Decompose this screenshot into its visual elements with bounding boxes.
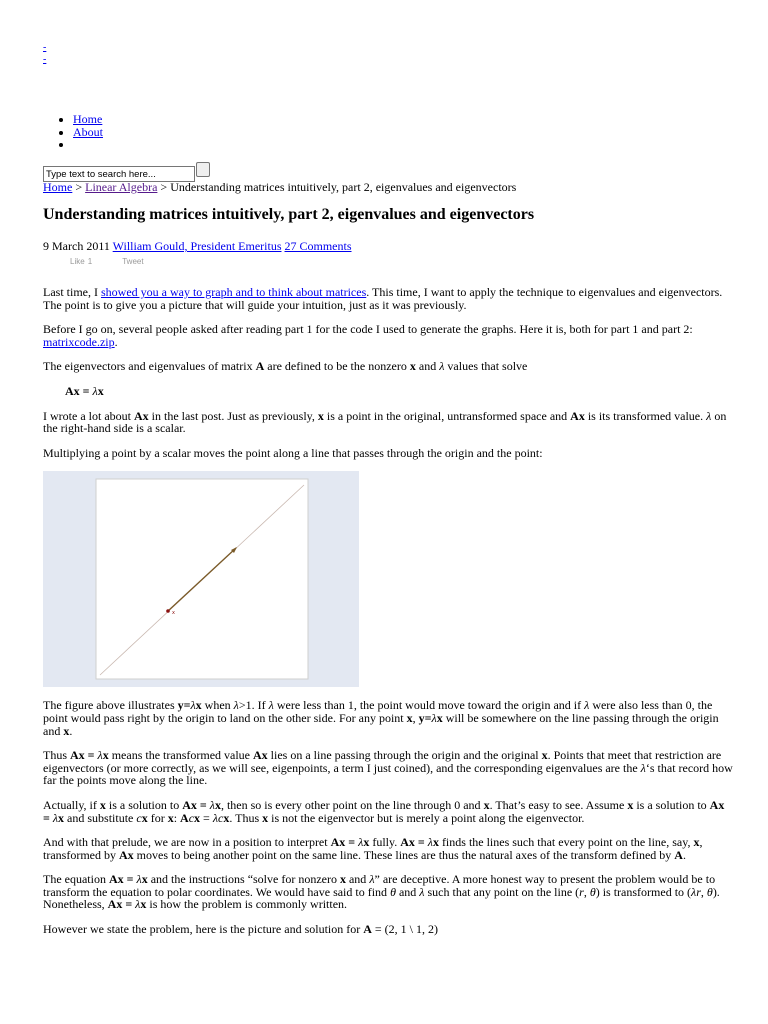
- breadcrumb-sep: >: [157, 180, 171, 194]
- top-links: [43, 42, 46, 66]
- math: λ: [135, 897, 141, 912]
- text: is how the problem is commonly written.: [146, 897, 348, 912]
- math: λ: [706, 408, 712, 423]
- math: x: [627, 797, 634, 812]
- math: A: [674, 847, 683, 862]
- math: =: [183, 698, 191, 713]
- math: x: [432, 835, 439, 850]
- math: Ax: [70, 748, 85, 763]
- math: x: [167, 810, 174, 825]
- math: λ: [52, 810, 59, 825]
- text: is not the eigenvector but is merely a point along the eigenvector.: [268, 810, 585, 825]
- text: are defined to be the nonzero: [264, 359, 410, 374]
- paragraph: [43, 873, 733, 911]
- text: Actually, if: [43, 797, 100, 812]
- math: x: [141, 872, 148, 887]
- math: A: [255, 359, 265, 374]
- math: λ: [439, 359, 445, 374]
- breadcrumb-sep: >: [72, 180, 86, 194]
- math: λ: [640, 760, 646, 775]
- breadcrumb-category[interactable]: Linear Algebra: [85, 180, 158, 194]
- math: x: [140, 897, 147, 912]
- math: x: [409, 359, 416, 374]
- math: x: [194, 810, 201, 825]
- breadcrumb-current: Understanding matrices intuitively, part 2, eigenvalues and eigenvectors: [170, 180, 517, 194]
- paragraph: [43, 836, 733, 861]
- text: .: [682, 847, 686, 862]
- text: ) is transformed to (: [595, 884, 692, 899]
- text: values that solve: [444, 359, 528, 374]
- math: r: [579, 884, 584, 899]
- math: Ax: [133, 408, 149, 423]
- paragraph: [43, 286, 733, 311]
- text: means the transformed value: [108, 748, 253, 763]
- text: .: [114, 334, 118, 349]
- math: λ: [212, 810, 219, 825]
- math: Ax: [709, 797, 725, 812]
- text: .: [69, 723, 73, 738]
- nav-item-empty: [73, 138, 103, 151]
- main-nav: [43, 113, 103, 151]
- text: were also less than 0, the point would pass right by the origin to land on the other side. For any point: [43, 698, 713, 725]
- text: >1. If: [238, 698, 269, 713]
- text: = (2, 1 \ 1, 2): [371, 922, 438, 937]
- math: =: [345, 835, 359, 850]
- text: Before I go on, several people asked after reading part 1 for the code I used to generate the graphs. Here it is, both for part 1 and part 2:: [43, 322, 693, 337]
- math: Ax: [330, 835, 346, 850]
- math: A: [363, 922, 372, 937]
- top-link-1[interactable]: -: [43, 42, 47, 53]
- text: :: [173, 810, 181, 825]
- math: x: [214, 797, 221, 812]
- math: =: [196, 797, 210, 812]
- part1-link[interactable]: showed you a way to graph and to think about matrices: [100, 285, 367, 299]
- text: =: [200, 810, 213, 825]
- math: x: [406, 710, 413, 725]
- text: I wrote a lot about: [43, 408, 134, 423]
- paragraph: [43, 360, 733, 373]
- like-count: 1: [87, 257, 93, 266]
- text: is a solution to: [633, 797, 710, 812]
- text: were less than 1, the point would move toward the origin and if: [273, 698, 585, 713]
- text: is its transformed value.: [584, 408, 707, 423]
- breadcrumb: [43, 180, 516, 195]
- text: ,: [412, 710, 419, 725]
- math: Ax: [108, 872, 124, 887]
- text: and: [395, 884, 420, 899]
- math: Ax: [400, 835, 415, 850]
- text: is a point in the original, untransformed space and: [323, 408, 571, 423]
- math: c: [188, 810, 195, 825]
- paragraph: [43, 923, 733, 936]
- text: moves to being another point on the same line. These lines are thus the natural axes of the transform defined by: [133, 847, 675, 862]
- math: x: [195, 698, 202, 713]
- point-x: [166, 610, 170, 614]
- paragraph: [43, 799, 733, 824]
- math: =: [79, 383, 93, 398]
- math: =: [122, 897, 136, 912]
- math: Ax: [570, 408, 585, 423]
- paragraph: [43, 699, 733, 737]
- text: such that any point on the line (: [424, 884, 580, 899]
- text: for: [147, 810, 168, 825]
- math: x: [363, 835, 370, 850]
- nav-item-about: [73, 126, 103, 139]
- nav-link-home[interactable]: Home: [73, 112, 103, 126]
- math: x: [97, 383, 104, 398]
- line-plot: [43, 471, 359, 687]
- text: fully.: [369, 835, 401, 850]
- math: x: [58, 810, 65, 825]
- math: c: [136, 810, 142, 825]
- social-buttons: [70, 257, 172, 266]
- math: λ: [209, 797, 215, 812]
- search-form: [43, 162, 210, 182]
- math: Ax: [107, 897, 123, 912]
- text: and substitute: [64, 810, 137, 825]
- math: λ: [92, 383, 98, 398]
- math: x: [693, 835, 700, 850]
- math: θ: [706, 884, 713, 899]
- text: will be somewhere on the line passing through the origin and: [43, 710, 719, 738]
- math: Ax: [182, 797, 197, 812]
- math: x: [339, 872, 346, 887]
- math: λ: [431, 710, 437, 725]
- like-button[interactable]: [70, 257, 92, 266]
- point-x-label: x: [172, 610, 175, 617]
- comments-link[interactable]: 27 Comments: [284, 239, 352, 253]
- text: and: [415, 359, 440, 374]
- math: λ: [691, 884, 697, 899]
- tweet-button[interactable]: Tweet: [122, 257, 144, 266]
- post-meta: [43, 239, 352, 254]
- math: x: [102, 748, 109, 763]
- text: . That’s easy to see. Assume: [489, 797, 628, 812]
- math: Ax: [118, 847, 134, 862]
- text: ” are deceptive. A more honest way to present the problem would be to transform the equation to polar coordinates. We would have said to find: [43, 872, 716, 899]
- math: λ: [369, 872, 375, 887]
- math: x: [99, 797, 106, 812]
- page-title: Understanding matrices intuitively, part 2, eigenvalues and eigenvectors: [43, 206, 535, 223]
- math: λ: [136, 872, 142, 887]
- text: is a solution to: [105, 797, 183, 812]
- math: λ: [419, 884, 425, 899]
- math: c: [218, 810, 224, 825]
- math: λ: [233, 698, 239, 713]
- text: The eigenvectors and eigenvalues of matrix: [43, 359, 256, 374]
- math: λ: [358, 835, 364, 850]
- text: in the last post. Just as previously,: [148, 408, 318, 423]
- math: x: [63, 723, 70, 738]
- math: y: [418, 710, 425, 725]
- math: λ: [268, 698, 274, 713]
- text: . This time, I want to apply the technique to eigenvalues and eigenvectors. The point is to give you a picture that will guide your intuition, just as it was previously.: [43, 285, 723, 312]
- text: on the right-hand side is a scalar.: [43, 408, 727, 436]
- math: x: [541, 748, 548, 763]
- top-link-2[interactable]: -: [43, 54, 47, 65]
- paragraph: [43, 410, 733, 435]
- paragraph: Multiplying a point by a scalar moves the point along a line that passes through the origin and the point:: [43, 445, 543, 460]
- math: Ax: [65, 383, 80, 398]
- math: λ: [190, 698, 196, 713]
- text: Thus: [43, 748, 70, 763]
- nav-link-about[interactable]: About: [73, 124, 103, 139]
- math: r: [696, 884, 701, 899]
- like-label: Like: [70, 257, 85, 266]
- math: x: [223, 810, 230, 825]
- text: , then so is every other point on the line through 0 and: [220, 797, 484, 812]
- math: λ: [97, 748, 103, 763]
- post-date: 9 March 2011: [43, 239, 110, 253]
- math: =: [424, 710, 432, 725]
- math: y: [177, 698, 184, 713]
- scalar-line-figure: [43, 471, 359, 687]
- text: However we state the problem, here is the picture and solution for: [43, 922, 364, 937]
- math: λ: [584, 698, 590, 713]
- text: and: [345, 872, 370, 887]
- author-link[interactable]: William Gould, President Emeritus: [112, 239, 282, 253]
- math: Ax: [253, 748, 268, 763]
- math: x: [436, 710, 443, 725]
- math: =: [84, 748, 98, 763]
- math: x: [483, 797, 490, 812]
- math: =: [414, 835, 428, 850]
- text: . Thus: [229, 810, 263, 825]
- text: ). Nonetheless,: [43, 884, 720, 912]
- paragraph: [43, 749, 733, 787]
- text: Last time, I: [43, 285, 101, 299]
- text: , transformed by: [43, 835, 703, 862]
- paragraph: [43, 323, 733, 348]
- text: lies on a line passing through the origin and the original: [267, 748, 542, 763]
- text: ‘s that record how far the points move along the line.: [43, 760, 733, 788]
- text: The figure above illustrates: [43, 698, 178, 713]
- search-button[interactable]: [196, 162, 210, 177]
- text: The equation: [43, 872, 109, 887]
- text: And with that prelude, we are now in a position to interpret: [43, 835, 331, 850]
- text: ,: [583, 884, 590, 899]
- text: when: [201, 698, 234, 713]
- math: =: [43, 810, 53, 825]
- matrixcode-link[interactable]: matrixcode.zip: [43, 334, 115, 349]
- math: x: [141, 810, 148, 825]
- math: x: [262, 810, 269, 825]
- math: θ: [390, 884, 396, 899]
- math: A: [180, 810, 189, 825]
- math: λ: [427, 835, 433, 850]
- math: x: [317, 408, 324, 423]
- text: ,: [700, 884, 707, 899]
- breadcrumb-home[interactable]: Home: [43, 180, 73, 194]
- math: θ: [589, 884, 596, 899]
- text: and the instructions “solve for nonzero: [147, 872, 340, 887]
- text: . Points that meet that restriction are eigenvectors (or more correctly, as we will see, eigenpoints, a term I just coined), and the corresponding eigenvalues are the: [43, 748, 722, 775]
- post-content: [43, 286, 733, 948]
- text: finds the lines such that every point on the line, say,: [438, 835, 694, 850]
- math: =: [123, 872, 137, 887]
- equation: [43, 385, 733, 398]
